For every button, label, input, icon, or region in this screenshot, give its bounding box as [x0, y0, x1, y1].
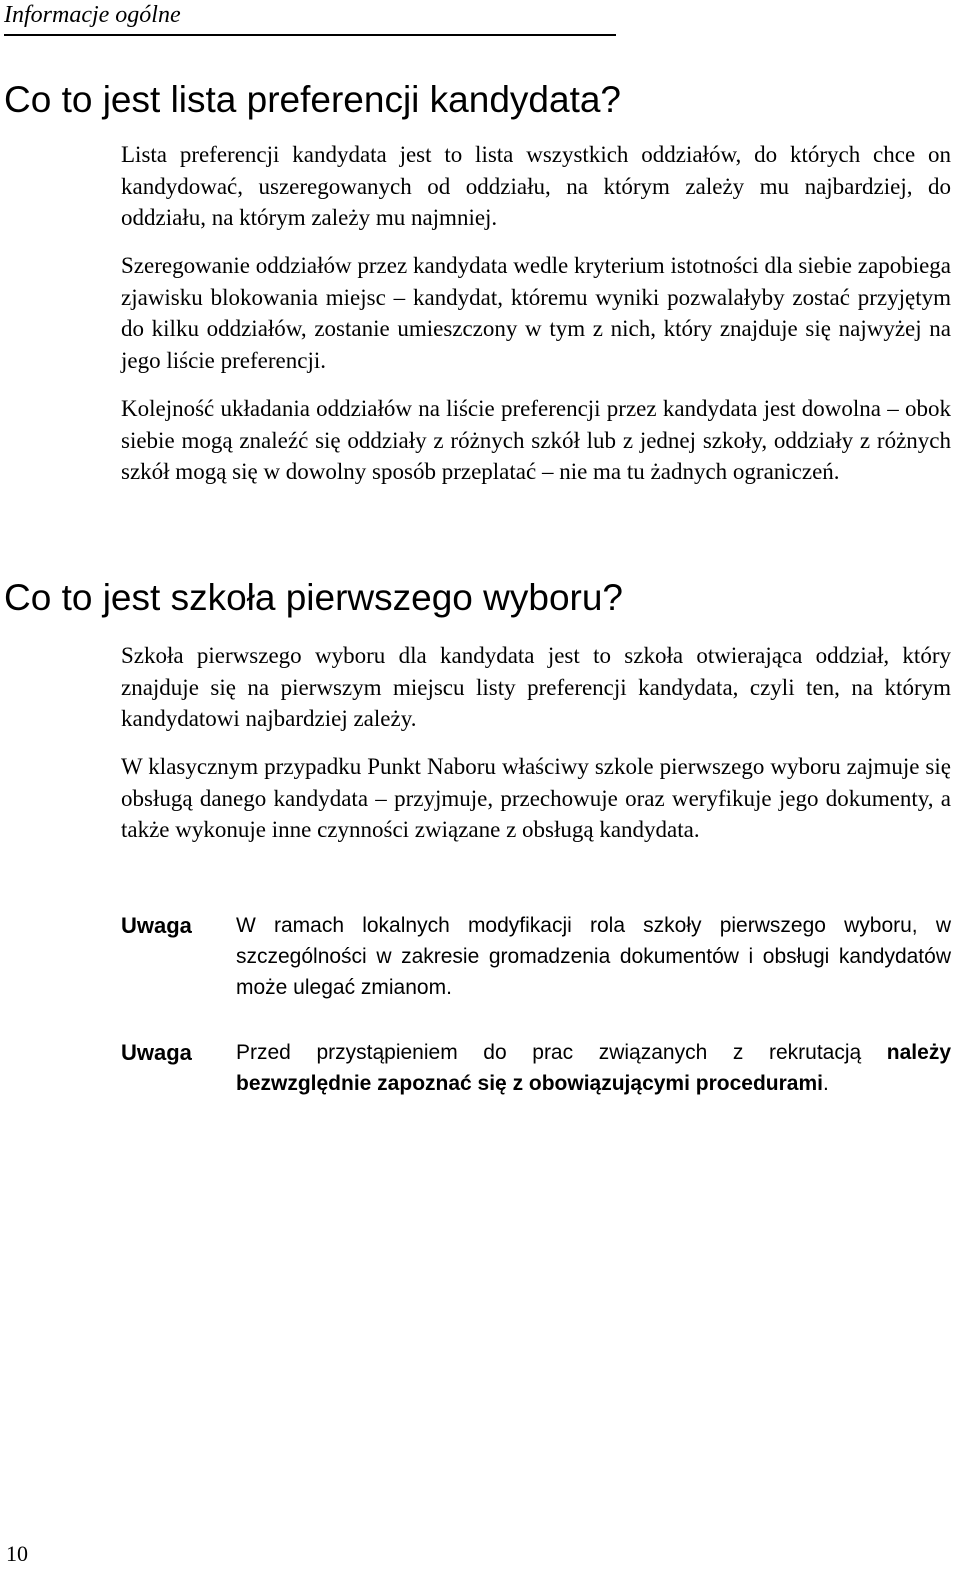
note-label: Uwaga	[121, 1040, 192, 1065]
paragraph-first-choice-definition: Szkoła pierwszego wyboru dla kandydata jest to szkoła otwierająca oddział, który znajduje się na pierwszym miejscu listy preferencji kandydata, czyli ten, na którym kandydatowi najbardziej zależy.	[121, 643, 951, 731]
section-heading-candidate-preferences: Co to jest lista preferencji kandydata?	[4, 79, 622, 120]
page-number: 10	[6, 1541, 28, 1566]
note-label: Uwaga	[121, 913, 192, 938]
note-text-end: .	[822, 1072, 829, 1095]
paragraph-recruitment-point-role: W klasycznym przypadku Punkt Naboru właściwy szkole pierwszego wyboru zajmuje się obsługą danego kandydata – przyjmuje, przechowuje oraz weryfikuje jego dokumenty, a także wykonuje inne czynności związane z obsługą kandydata.	[121, 754, 951, 842]
note-text-emphasis: należy bezwzględnie zapoznać się z obowiązującymi procedurami	[236, 1041, 951, 1095]
note-text-procedures	[236, 1037, 951, 1099]
note-text-plain: Przed przystąpieniem do prac związanych z rekrutacją	[236, 1041, 887, 1064]
paragraph-preference-list-definition: Lista preferencji kandydata jest to lista wszystkich oddziałów, do których chce on kandydować, uszeregowanych od oddziału, na którym zależy mu najbardziej, do oddziału, na którym zależy mu najmniej.	[121, 142, 951, 230]
paragraph-ranking-explanation: Szeregowanie oddziałów przez kandydata wedle kryterium istotności dla siebie zapobiega zjawisku blokowania miejsc – kandydat, któremu wyniki pozwalałyby zostać przyjętym do kilku oddziałów, zostanie umieszczony w tym z nich, który znajduje się najwyżej na jego liście preferencji.	[121, 253, 951, 373]
paragraph-ordering-freedom: Kolejność układania oddziałów na liście preferencji przez kandydata jest dowolna – obok siebie mogą znaleźć się oddziały z różnych szkół lub z jednej szkoły, oddziały z różnych szkół mogą się w dowolny sposób przeplatać – nie ma tu żadnych ograniczeń.	[121, 396, 951, 484]
note-text-local-modifications: W ramach lokalnych modyfikacji rola szkoły pierwszego wyboru, w szczególności w zakresie gromadzenia dokumentów i obsługi kandydatów może ulegać zmianom.	[236, 914, 951, 999]
running-header: Informacje ogólne	[4, 0, 616, 36]
section-heading-first-choice-school: Co to jest szkoła pierwszego wyboru?	[4, 577, 624, 618]
